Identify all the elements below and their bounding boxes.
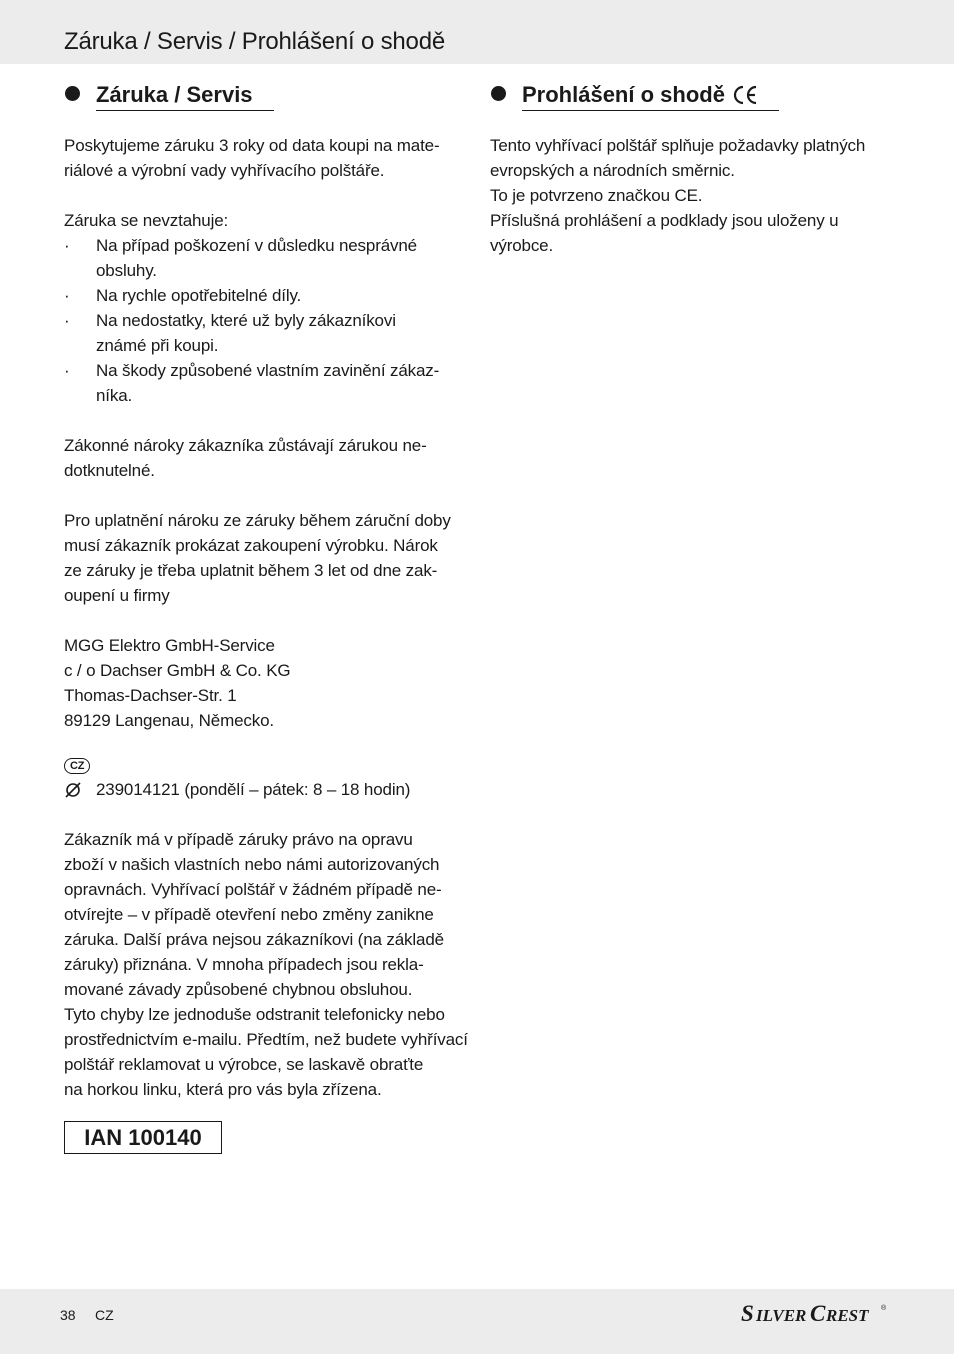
bullet-dot: · bbox=[64, 361, 70, 380]
text-line: na horkou linku, která pro vás byla zřízena. bbox=[64, 1080, 382, 1099]
text-line: dotknutelné. bbox=[64, 461, 155, 480]
text-line: Na případ poškození v důsledku nesprávné bbox=[96, 236, 417, 255]
text-line: známé při koupi. bbox=[96, 336, 219, 355]
text-line: obsluhy. bbox=[96, 261, 157, 280]
text-line: Zákonné nároky zákazníka zůstávají zárukou ne- bbox=[64, 436, 427, 455]
svg-text:REST: REST bbox=[826, 1306, 869, 1325]
bullet-dot: · bbox=[64, 286, 70, 305]
text-line: prostřednictvím e-mailu. Předtím, než budete vyhřívací bbox=[64, 1030, 468, 1049]
text-line: riálové a výrobní vady vyhřívacího polštáře. bbox=[64, 161, 385, 180]
text-line: Pro uplatnění nároku ze záruky během záruční doby bbox=[64, 511, 451, 530]
text-line: otvírejte – v případě otevření nebo změny zanikne bbox=[64, 905, 434, 924]
address-line: MGG Elektro GmbH-Service bbox=[64, 636, 275, 655]
text-line: Na nedostatky, které už byly zákazníkovi bbox=[96, 311, 396, 330]
text-line: To je potvrzeno značkou CE. bbox=[490, 186, 703, 205]
list-item bbox=[64, 283, 464, 308]
list-item bbox=[64, 358, 464, 408]
conformity-heading-text: Prohlášení o shodě bbox=[522, 82, 725, 107]
warranty-heading bbox=[96, 80, 274, 111]
conformity-body bbox=[490, 133, 890, 258]
svg-text:S: S bbox=[741, 1301, 754, 1326]
hotline-row bbox=[64, 777, 464, 802]
text-line: Zákazník má v případě záruky právo na opravu bbox=[64, 830, 413, 849]
text-line: Příslušná prohlášení a podklady jsou uloženy u bbox=[490, 211, 839, 230]
country-badge: CZ bbox=[64, 758, 90, 774]
silvercrest-logo bbox=[741, 1299, 891, 1327]
conformity-heading bbox=[522, 80, 779, 111]
ce-mark-icon bbox=[733, 84, 759, 106]
text-line: Na rychle opotřebitelné díly. bbox=[96, 286, 302, 305]
phone-icon bbox=[64, 781, 82, 799]
text-line: oupení u firmy bbox=[64, 586, 170, 605]
text-line: Tento vyhřívací polštář splňuje požadavky platných bbox=[490, 136, 866, 155]
svg-text:ILVER: ILVER bbox=[756, 1306, 807, 1325]
bullet-dot: · bbox=[64, 311, 70, 330]
warranty-heading-text: Záruka / Servis bbox=[96, 82, 253, 107]
text-line: polštář reklamovat u výrobce, se laskavě obraťte bbox=[64, 1055, 424, 1074]
text-line: níka. bbox=[96, 386, 133, 405]
ian-box: IAN 100140 bbox=[64, 1121, 222, 1154]
hotline-number: 239014121 (pondělí – pátek: 8 – 18 hodin) bbox=[96, 780, 411, 799]
address-line: c / o Dachser GmbH & Co. KG bbox=[64, 661, 291, 680]
text-line: Záruka se nevztahuje: bbox=[64, 211, 229, 230]
section-bullet-icon bbox=[491, 86, 506, 101]
bullet-dot: · bbox=[64, 236, 70, 255]
text-line: Na škody způsobené vlastním zavinění zákaz- bbox=[96, 361, 440, 380]
text-line: opravnách. Vyhřívací polštář v žádném případě ne- bbox=[64, 880, 442, 899]
text-line: záruka. Další práva nejsou zákazníkovi (na základě bbox=[64, 930, 444, 949]
text-line: Poskytujeme záruku 3 roky od data koupi na mate- bbox=[64, 136, 440, 155]
address-line: Thomas-Dachser-Str. 1 bbox=[64, 686, 237, 705]
section-bullet-icon bbox=[65, 86, 80, 101]
page-title: Záruka / Servis / Prohlášení o shodě bbox=[64, 28, 445, 55]
list-item bbox=[64, 308, 464, 358]
svg-text:®: ® bbox=[881, 1305, 887, 1312]
text-line: ze záruky je třeba uplatnit během 3 let od dne zak- bbox=[64, 561, 438, 580]
page-number: 38 bbox=[60, 1307, 76, 1323]
text-line: evropských a národních směrnic. bbox=[490, 161, 735, 180]
text-line: mované závady způsobené chybnou obsluhou. bbox=[64, 980, 413, 999]
text-line: musí zákazník prokázat zakoupení výrobku. Nárok bbox=[64, 536, 438, 555]
svg-text:C: C bbox=[810, 1301, 826, 1326]
text-line: záruky) přiznána. V mnoha případech jsou rekla- bbox=[64, 955, 424, 974]
warranty-body bbox=[64, 133, 468, 1102]
address-line: 89129 Langenau, Německo. bbox=[64, 711, 275, 730]
list-item bbox=[64, 233, 464, 283]
language-code: CZ bbox=[95, 1307, 114, 1323]
text-line: výrobce. bbox=[490, 236, 554, 255]
text-line: zboží v našich vlastních nebo námi autorizovaných bbox=[64, 855, 440, 874]
text-line: Tyto chyby lze jednoduše odstranit telefonicky nebo bbox=[64, 1005, 445, 1024]
